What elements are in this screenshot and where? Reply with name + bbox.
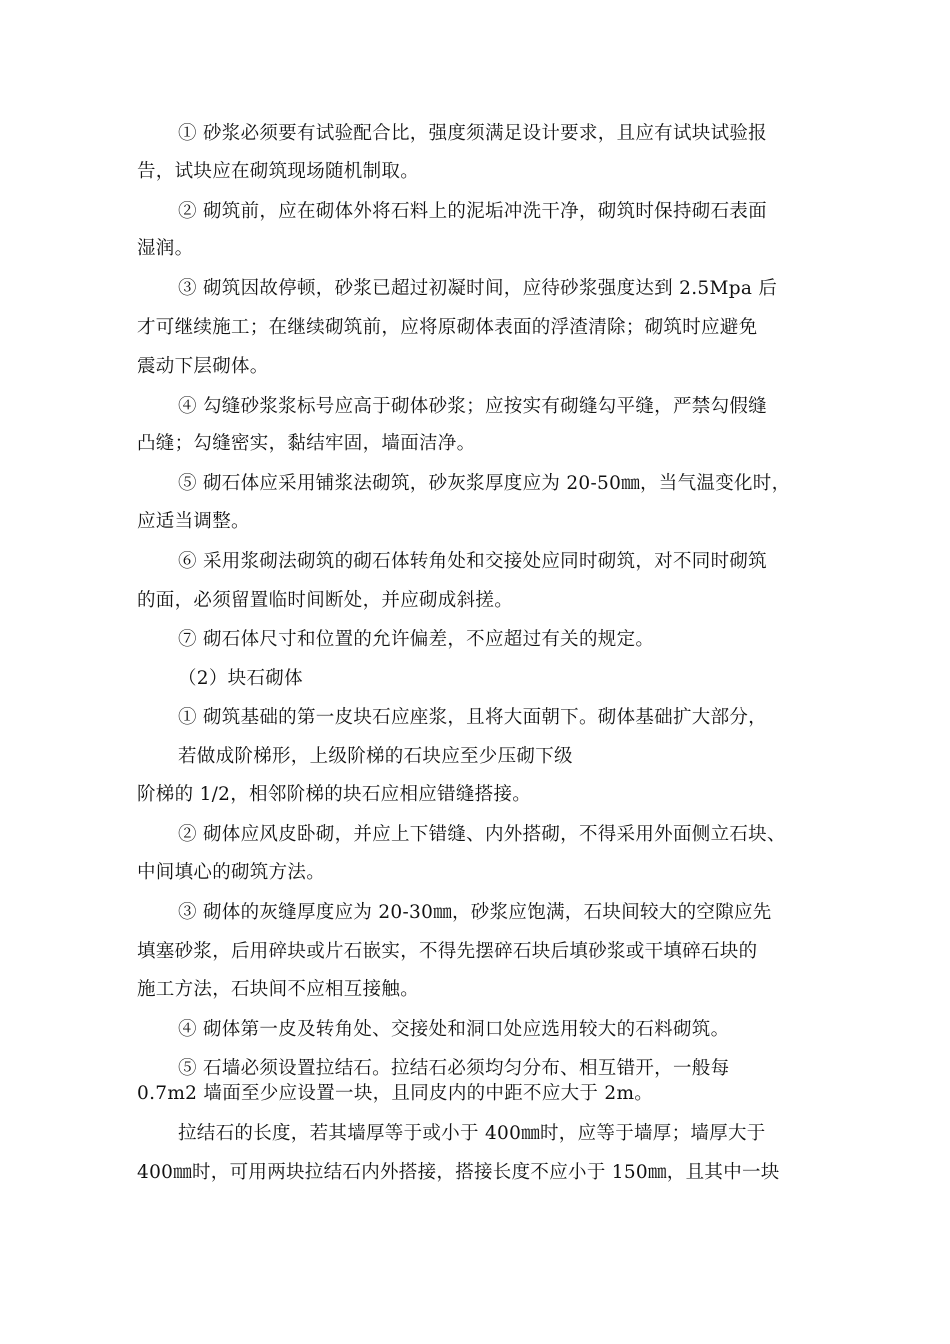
text-line: ③ 砌体的灰缝厚度应为 20-30㎜，砂浆应饱满，石块间较大的空隙应先 xyxy=(178,902,772,923)
text-line: 的面，必须留置临时间断处，并应砌成斜搓。 xyxy=(137,590,514,611)
text-line: 若做成阶梯形，上级阶梯的石块应至少压砌下级 xyxy=(178,746,573,767)
text-line: 拉结石的长度，若其墙厚等于或小于 400㎜时，应等于墙厚；墙厚大于 xyxy=(178,1123,766,1144)
text-line: ④ 勾缝砂浆浆标号应高于砌体砂浆；应按实有砌缝勾平缝，严禁勾假缝 xyxy=(178,396,767,417)
text-line: 告，试块应在砌筑现场随机制取。 xyxy=(137,161,420,182)
text-line: 400㎜时，可用两块拉结石内外搭接，搭接长度不应小于 150㎜，且其中一块 xyxy=(137,1162,780,1183)
text-line: ⑤ 石墙必须设置拉结石。拉结石必须均匀分布、相互错开，一般每 xyxy=(178,1058,730,1079)
text-line: ⑥ 采用浆砌法砌筑的砌石体转角处和交接处应同时砌筑，对不同时砌筑 xyxy=(178,551,767,572)
text-line: 湿润。 xyxy=(137,238,194,259)
text-line: 震动下层砌体。 xyxy=(137,356,269,377)
section-heading: （2）块石砌体 xyxy=(178,668,303,689)
text-line: ③ 砌筑因故停顿，砂浆已超过初凝时间，应待砂浆强度达到 2.5Mpa 后 xyxy=(178,278,778,299)
text-line: ⑤ 砌石体应采用铺浆法砌筑，砂灰浆厚度应为 20-50㎜，当气温变化时， xyxy=(178,473,791,494)
text-line: 0.7m2 墙面至少应设置一块，且同皮内的中距不应大于 2m。 xyxy=(137,1083,654,1104)
text-line: ② 砌体应风皮卧砌，并应上下错缝、内外搭砌，不得采用外面侧立石块、 xyxy=(178,824,786,845)
text-line: ⑦ 砌石体尺寸和位置的允许偏差，不应超过有关的规定。 xyxy=(178,629,655,650)
text-line: 才可继续施工；在继续砌筑前，应将原砌体表面的浮渣清除；砌筑时应避免 xyxy=(137,317,758,338)
text-line: 中间填心的砌筑方法。 xyxy=(137,862,326,883)
text-line: 施工方法，石块间不应相互接触。 xyxy=(137,979,420,1000)
text-line: 凸缝；勾缝密实，黏结牢固，墙面洁净。 xyxy=(137,433,476,454)
text-line: ④ 砌体第一皮及转角处、交接处和洞口处应选用较大的石料砌筑。 xyxy=(178,1019,730,1040)
text-line: ② 砌筑前，应在砌体外将石料上的泥垢冲洗干净，砌筑时保持砌石表面 xyxy=(178,201,767,222)
text-line: ① 砌筑基础的第一皮块石应座浆，且将大面朝下。砌体基础扩大部分， xyxy=(178,707,767,728)
text-line: 阶梯的 1/2，相邻阶梯的块石应相应错缝搭接。 xyxy=(137,784,532,805)
text-line: 填塞砂浆，后用碎块或片石嵌实，不得先摆碎石块后填砂浆或干填碎石块的 xyxy=(137,941,758,962)
text-line: 应适当调整。 xyxy=(137,511,250,532)
text-line: ① 砂浆必须要有试验配合比，强度须满足设计要求，且应有试块试验报 xyxy=(178,123,767,144)
